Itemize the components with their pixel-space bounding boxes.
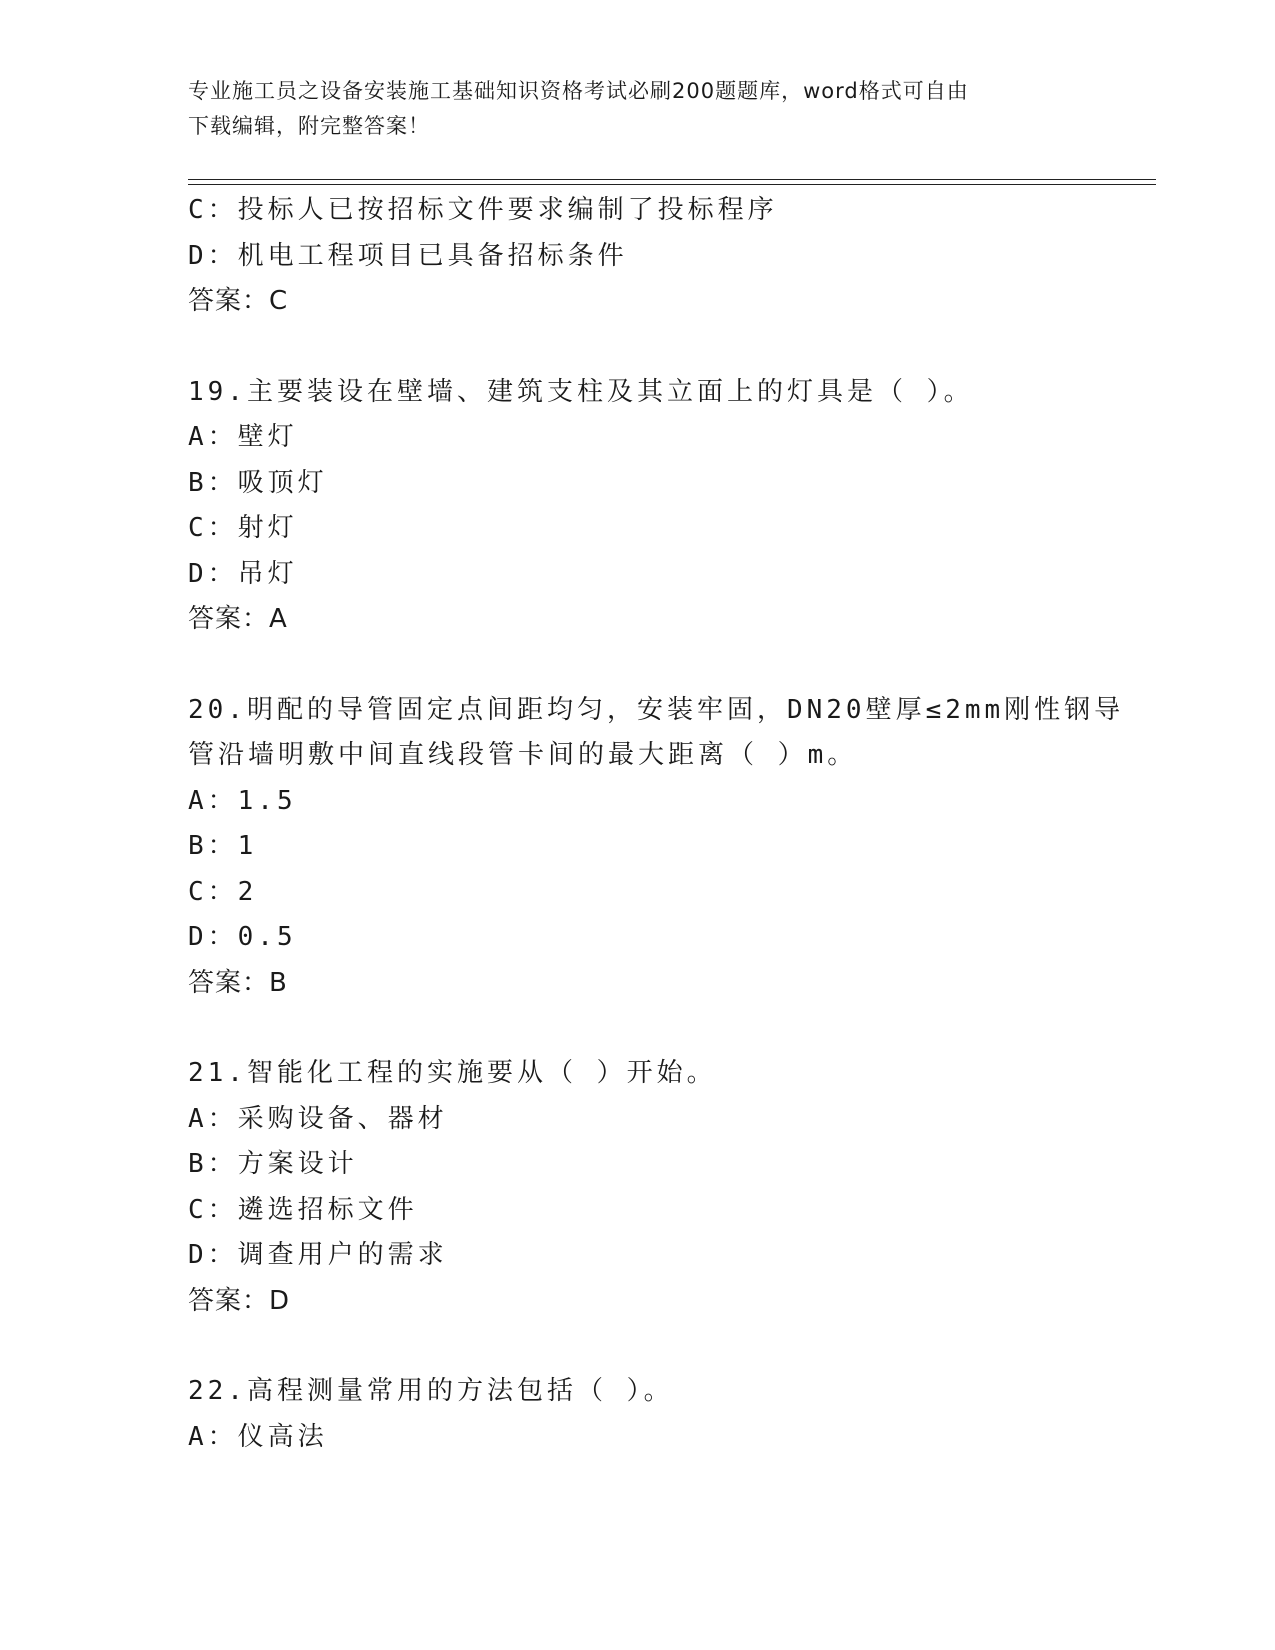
answer-line: 答案：B (188, 967, 288, 998)
option-a: A：仪高法 (188, 1421, 328, 1452)
option-b: B：1 (188, 831, 258, 861)
option-d: D：吊灯 (188, 558, 298, 589)
question-block-20 (188, 688, 1148, 1007)
option-a: A：壁灯 (188, 422, 298, 452)
question-block-18 (188, 188, 1148, 325)
answer-line: 答案：C (188, 286, 289, 316)
question-block-19 (188, 370, 1148, 643)
option-c: C：投标人已按招标文件要求编制了投标程序 (188, 195, 778, 225)
option-a: A：采购设备、器材 (188, 1103, 448, 1134)
question-stem-continued: 管沿墙明敷中间直线段管卡间的最大距离（ ）m。 (188, 740, 858, 770)
header-divider-top (188, 179, 1156, 180)
header-line-1: 专业施工员之设备安装施工基础知识资格考试必刷200题题库，word格式可自由 (188, 79, 969, 103)
document-header (188, 74, 1068, 144)
option-b: B：方案设计 (188, 1149, 358, 1179)
option-c: C：2 (188, 876, 258, 907)
header-divider-bottom (188, 184, 1156, 185)
header-line-2: 下载编辑，附完整答案！ (188, 114, 430, 138)
option-d: D：0.5 (188, 922, 297, 952)
question-list (188, 188, 1148, 1460)
question-stem: 21.智能化工程的实施要从（ ）开始。 (188, 1058, 717, 1088)
option-b: B：吸顶灯 (188, 467, 328, 498)
option-d: D：调查用户的需求 (188, 1240, 448, 1270)
option-c: C：遴选招标文件 (188, 1194, 418, 1225)
option-c: C：射灯 (188, 513, 298, 543)
option-d: D：机电工程项目已具备招标条件 (188, 240, 628, 271)
option-a: A：1.5 (188, 785, 297, 816)
answer-line: 答案：D (188, 1285, 291, 1316)
question-block-22 (188, 1369, 1148, 1460)
question-stem: 20.明配的导管固定点间距均匀，安装牢固，DN20壁厚≤2mm刚性钢导 (188, 694, 1125, 725)
question-stem: 19.主要装设在壁墙、建筑支柱及其立面上的灯具是（ ）。 (188, 376, 974, 407)
answer-line: 答案：A (188, 604, 288, 634)
question-block-21 (188, 1051, 1148, 1324)
question-stem: 22.高程测量常用的方法包括（ ）。 (188, 1376, 674, 1406)
